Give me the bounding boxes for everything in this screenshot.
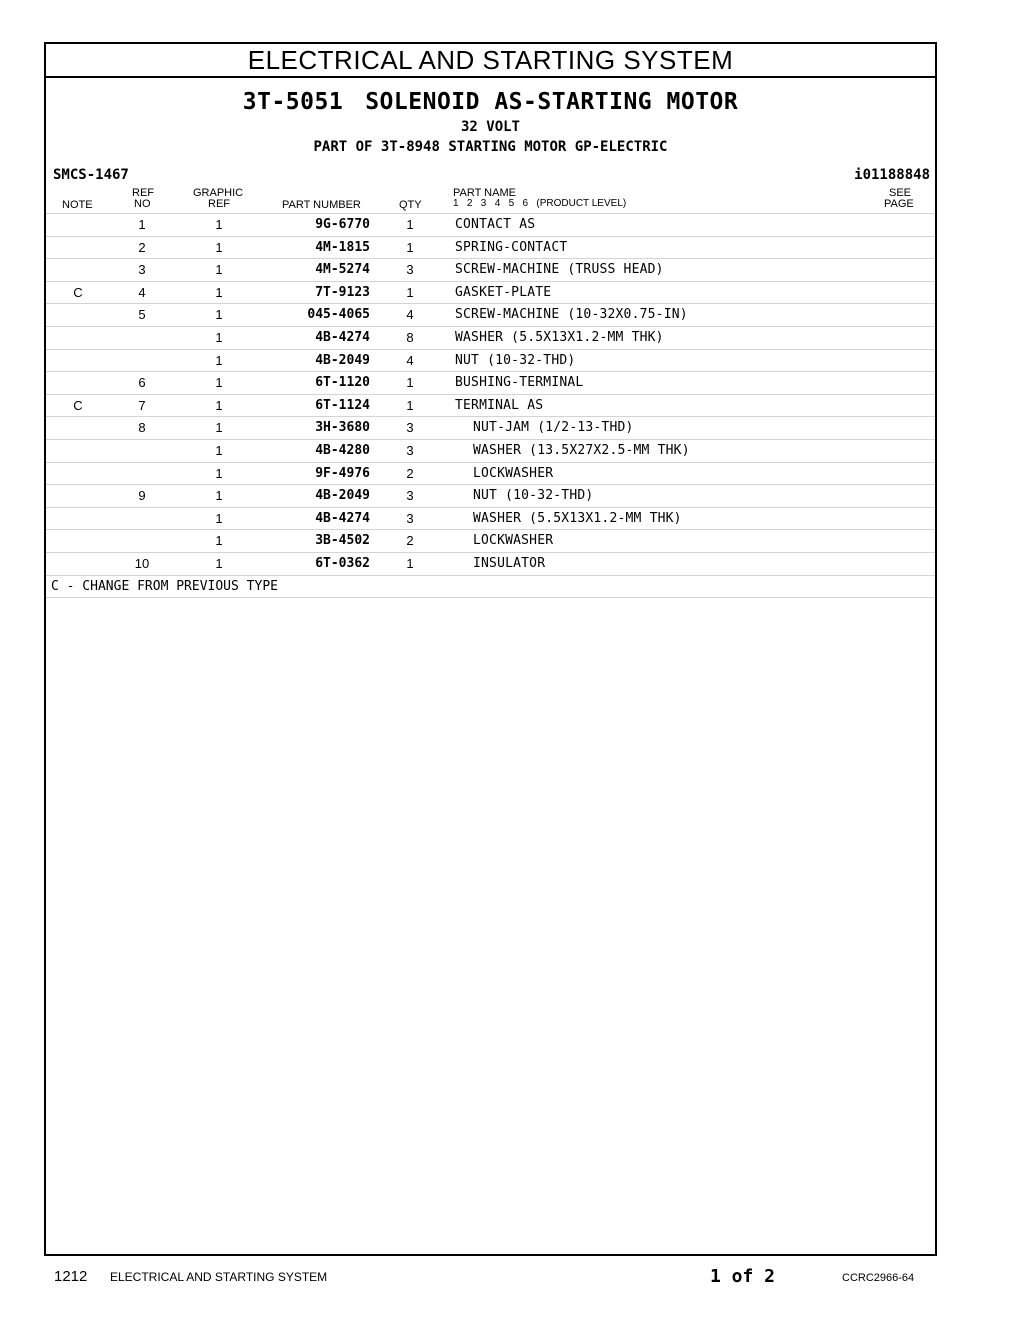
column-headers bbox=[46, 185, 935, 213]
table-row bbox=[46, 282, 935, 305]
row-part-name: NUT (10-32-THD) bbox=[455, 352, 576, 368]
row-part-name: NUT (10-32-THD) bbox=[473, 488, 594, 504]
row-ref-no: 7 bbox=[138, 397, 146, 413]
row-graphic-ref: 1 bbox=[215, 397, 223, 413]
col-graphic-line1: GRAPHIC bbox=[193, 187, 244, 199]
row-graphic-ref: 1 bbox=[215, 307, 223, 323]
row-graphic-ref: 1 bbox=[215, 352, 223, 368]
row-part-number: 6T-1120 bbox=[315, 375, 370, 391]
row-note: C bbox=[73, 284, 83, 300]
row-part-number: 6T-0362 bbox=[315, 555, 370, 571]
row-part-name: SCREW-MACHINE (10-32X0.75-IN) bbox=[455, 307, 688, 323]
row-part-name: BUSHING-TERMINAL bbox=[455, 375, 584, 391]
table-row bbox=[46, 237, 935, 260]
row-part-number: 7T-9123 bbox=[315, 284, 370, 300]
row-qty: 1 bbox=[406, 284, 414, 300]
footer-pager: 1 of 2 bbox=[710, 1266, 776, 1287]
parts-table bbox=[46, 213, 935, 576]
col-see-line2: PAGE bbox=[884, 198, 914, 210]
table-row bbox=[46, 350, 935, 373]
row-part-name: WASHER (5.5X13X1.2-MM THK) bbox=[473, 510, 682, 526]
table-row bbox=[46, 463, 935, 486]
footer-section: ELECTRICAL AND STARTING SYSTEM bbox=[110, 1270, 328, 1284]
row-ref-no: 6 bbox=[138, 375, 146, 391]
row-part-number: 4M-1815 bbox=[315, 239, 370, 255]
row-part-name: INSULATOR bbox=[473, 555, 546, 571]
row-part-number: 6T-1124 bbox=[315, 397, 370, 413]
row-qty: 3 bbox=[406, 420, 414, 436]
row-qty: 2 bbox=[406, 465, 414, 481]
row-ref-no: 2 bbox=[138, 239, 146, 255]
row-part-number: 3H-3680 bbox=[315, 420, 370, 436]
row-ref-no: 3 bbox=[138, 262, 146, 278]
row-graphic-ref: 1 bbox=[215, 262, 223, 278]
table-row bbox=[46, 214, 935, 237]
assembly-part-number: 3T-5051 bbox=[242, 89, 344, 115]
row-graphic-ref: 1 bbox=[215, 375, 223, 391]
table-row bbox=[46, 417, 935, 440]
row-part-number: 4B-2049 bbox=[315, 488, 370, 504]
row-part-name: NUT-JAM (1/2-13-THD) bbox=[473, 420, 634, 436]
code-line bbox=[46, 165, 935, 185]
row-qty: 1 bbox=[406, 397, 414, 413]
table-row bbox=[46, 259, 935, 282]
col-see-line1: SEE bbox=[889, 187, 912, 199]
table-row bbox=[46, 304, 935, 327]
page-footer bbox=[0, 1262, 1020, 1292]
row-part-number: 4B-4274 bbox=[315, 510, 370, 526]
section-title: ELECTRICAL AND STARTING SYSTEM bbox=[46, 44, 935, 78]
table-row bbox=[46, 485, 935, 508]
col-part-name: PART NAME bbox=[453, 187, 516, 199]
table-row bbox=[46, 553, 935, 576]
row-graphic-ref: 1 bbox=[215, 510, 223, 526]
row-qty: 4 bbox=[406, 307, 414, 323]
row-qty: 4 bbox=[406, 352, 414, 368]
row-qty: 1 bbox=[406, 217, 414, 232]
row-part-name: SPRING-CONTACT bbox=[455, 239, 568, 255]
col-part-number: PART NUMBER bbox=[282, 199, 361, 211]
row-ref-no: 8 bbox=[138, 420, 146, 436]
row-part-name: WASHER (13.5X27X2.5-MM THK) bbox=[473, 442, 690, 458]
row-part-name: GASKET-PLATE bbox=[455, 284, 552, 300]
table-row bbox=[46, 508, 935, 531]
row-part-name: CONTACT AS bbox=[455, 217, 536, 232]
row-graphic-ref: 1 bbox=[215, 284, 223, 300]
row-ref-no: 9 bbox=[138, 488, 146, 504]
row-part-name: WASHER (5.5X13X1.2-MM THK) bbox=[455, 329, 664, 345]
table-row bbox=[46, 440, 935, 463]
document-id: i01188848 bbox=[854, 167, 930, 183]
row-qty: 3 bbox=[406, 262, 414, 278]
row-part-name: TERMINAL AS bbox=[455, 397, 544, 413]
row-part-number: 3B-4502 bbox=[315, 533, 370, 549]
table-row bbox=[46, 327, 935, 350]
row-part-number: 4B-4274 bbox=[315, 329, 370, 345]
col-ref-line1: REF bbox=[132, 187, 154, 199]
footer-code: CCRC2966-64 bbox=[842, 1272, 915, 1284]
row-qty: 2 bbox=[406, 533, 414, 549]
col-qty: QTY bbox=[399, 199, 422, 211]
row-part-number: 9F-4976 bbox=[315, 465, 370, 481]
assembly-name: SOLENOID AS-STARTING MOTOR bbox=[365, 89, 739, 115]
row-part-name: LOCKWASHER bbox=[473, 465, 554, 481]
row-qty: 3 bbox=[406, 442, 414, 458]
row-graphic-ref: 1 bbox=[215, 239, 223, 255]
table-row bbox=[46, 530, 935, 553]
row-note: C bbox=[73, 397, 83, 413]
part-of-subtitle: PART OF 3T-8948 STARTING MOTOR GP-ELECTRIC bbox=[313, 139, 668, 155]
row-graphic-ref: 1 bbox=[215, 442, 223, 458]
row-graphic-ref: 1 bbox=[215, 329, 223, 345]
smcs-code: SMCS-1467 bbox=[53, 167, 129, 183]
footer-page-number: 1212 bbox=[54, 1268, 88, 1285]
row-part-number: 4B-4280 bbox=[315, 442, 370, 458]
row-part-name: LOCKWASHER bbox=[473, 533, 554, 549]
row-part-number: 4B-2049 bbox=[315, 352, 370, 368]
row-ref-no: 1 bbox=[138, 217, 146, 232]
col-ref-line2: NO bbox=[134, 198, 151, 210]
row-graphic-ref: 1 bbox=[215, 533, 223, 549]
row-ref-no: 5 bbox=[138, 307, 146, 323]
row-part-number: 4M-5274 bbox=[315, 262, 370, 278]
row-ref-no: 10 bbox=[134, 555, 150, 571]
row-part-number: 045-4065 bbox=[307, 307, 370, 323]
row-qty: 8 bbox=[406, 329, 414, 345]
row-qty: 3 bbox=[406, 488, 414, 504]
legend-note: C - CHANGE FROM PREVIOUS TYPE bbox=[46, 576, 935, 598]
page-frame bbox=[44, 42, 937, 1256]
row-part-number: 9G-6770 bbox=[315, 217, 370, 232]
row-graphic-ref: 1 bbox=[215, 465, 223, 481]
col-graphic-line2: REF bbox=[208, 198, 230, 210]
row-graphic-ref: 1 bbox=[215, 555, 223, 571]
row-ref-no: 4 bbox=[138, 284, 146, 300]
row-part-name: SCREW-MACHINE (TRUSS HEAD) bbox=[455, 262, 664, 278]
table-row bbox=[46, 395, 935, 418]
row-qty: 3 bbox=[406, 510, 414, 526]
row-qty: 1 bbox=[406, 555, 414, 571]
row-qty: 1 bbox=[406, 239, 414, 255]
row-graphic-ref: 1 bbox=[215, 217, 223, 232]
table-row bbox=[46, 372, 935, 395]
row-graphic-ref: 1 bbox=[215, 420, 223, 436]
col-product-levels: 1 2 3 4 5 6 (PRODUCT LEVEL) bbox=[453, 198, 627, 209]
voltage-subtitle: 32 VOLT bbox=[460, 119, 520, 135]
col-note: NOTE bbox=[62, 199, 93, 211]
row-graphic-ref: 1 bbox=[215, 488, 223, 504]
page-title bbox=[46, 88, 935, 116]
row-qty: 1 bbox=[406, 375, 414, 391]
